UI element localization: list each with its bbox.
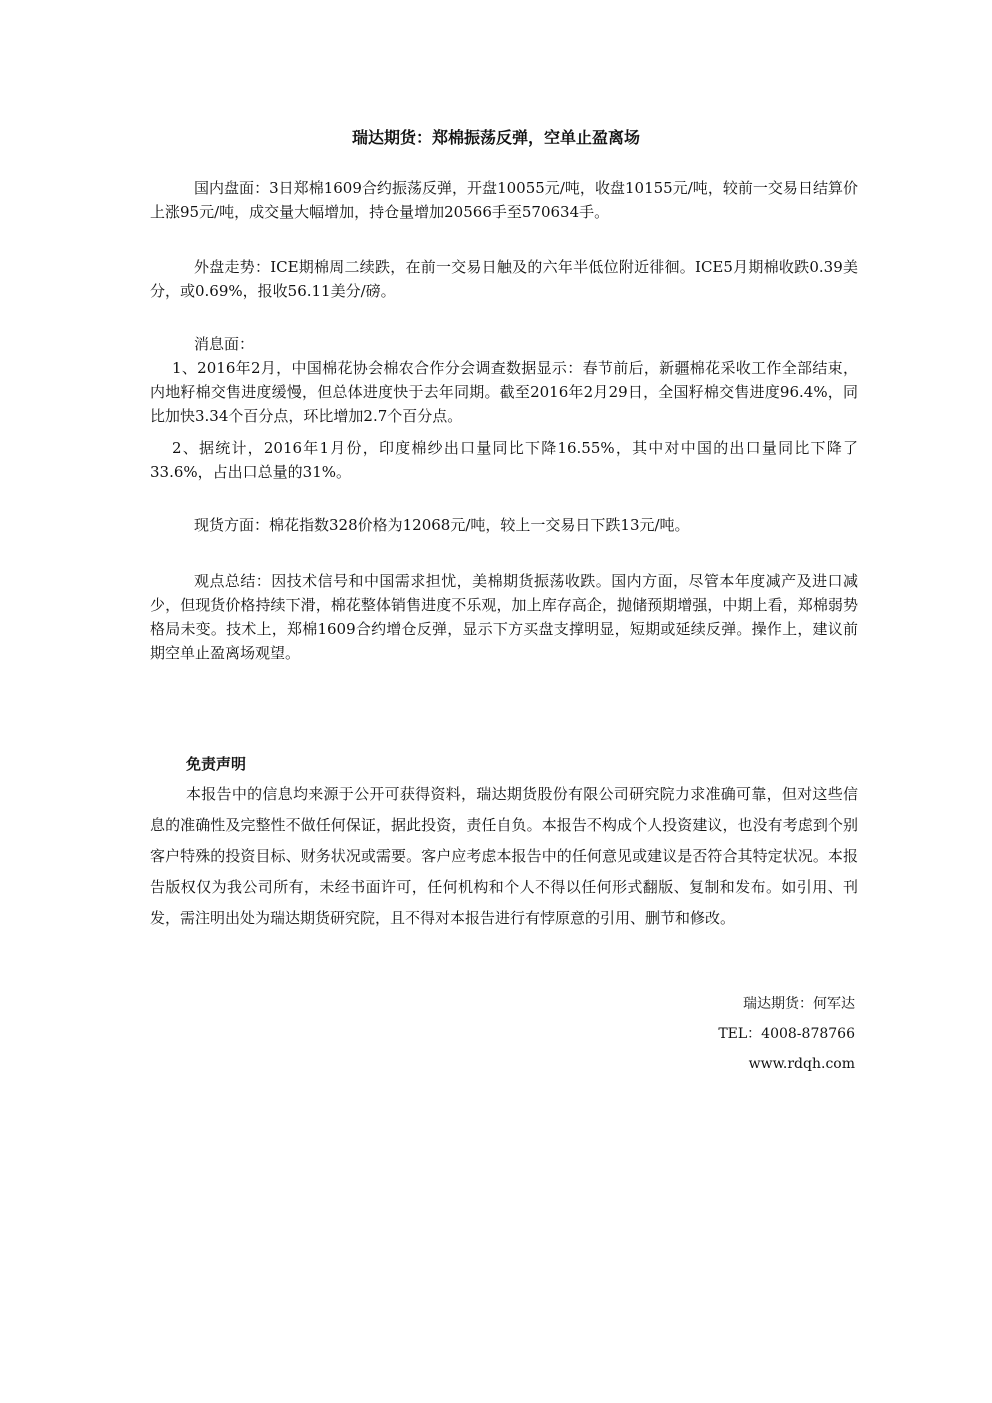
disclaimer-body: 本报告中的信息均来源于公开可获得资料，瑞达期货股份有限公司研究院力求准确可靠，但对这些信息的准确性及完整性不做任何保证，据此投资，责任自负。本报告不构成个人投资建议，也没有考虑到个别客户特殊的投资目标、财务状况或需要。客户应考虑本报告中的任何意见或建议是否符合其特定状况。本报告版权仅为我公司所有，未经书面许可，任何机构和个人不得以任何形式翻版、复制和发布。如引用、刊发，需注明出处为瑞达期货研究院，且不得对本报告进行有悖原意的引用、删节和修改。 bbox=[150, 785, 858, 927]
domestic-market-paragraph: 国内盘面：3日郑棉1609合约振荡反弹，开盘10055元/吨，收盘10155元/吨，较前一交易日结算价上涨95元/吨，成交量大幅增加，持仓量增加20566手至570634手。 bbox=[150, 179, 858, 221]
news-heading: 消息面： bbox=[194, 335, 255, 353]
document-title: 瑞达期货：郑棉振荡反弹，空单止盈离场 bbox=[351, 128, 640, 147]
foreign-market-paragraph: 外盘走势：ICE期棉周二续跌，在前一交易日触及的六年半低位附近徘徊。ICE5月期棉收跌0.39美分，或0.69%，报收56.11美分/磅。 bbox=[150, 258, 858, 300]
news-item-1: 1、2016年2月，中国棉花协会棉农合作分会调查数据显示：春节前后，新疆棉花采收工作全部结束，内地籽棉交售进度缓慢，但总体进度快于去年同期。截至2016年2月29日，全国籽棉交售进度96.4%，同比加快3.34个百分点，环比增加2.7个百分点。 bbox=[150, 359, 858, 425]
signature-website: www.rdqh.com bbox=[748, 1056, 855, 1072]
spot-paragraph: 现货方面：棉花指数328价格为12068元/吨，较上一交易日下跌13元/吨。 bbox=[194, 516, 690, 534]
summary-paragraph: 观点总结：因技术信号和中国需求担忧，美棉期货振荡收跌。国内方面，尽管本年度减产及进口减少，但现货价格持续下滑，棉花整体销售进度不乐观，加上库存高企，抛储预期增强，中期上看，郑棉弱势格局未变。技术上，郑棉1609合约增仓反弹，显示下方买盘支撑明显，短期或延续反弹。操作上，建议前期空单止盈离场观望。 bbox=[150, 572, 858, 662]
signature-author: 瑞达期货：何军达 bbox=[743, 996, 855, 1012]
disclaimer-title: 免责声明 bbox=[186, 755, 247, 773]
signature-tel: TEL：4008-878766 bbox=[718, 1026, 855, 1042]
news-item-2: 2、据统计，2016年1月份，印度棉纱出口量同比下降16.55%，其中对中国的出口量同比下降了33.6%，占出口总量的31%。 bbox=[150, 439, 858, 481]
